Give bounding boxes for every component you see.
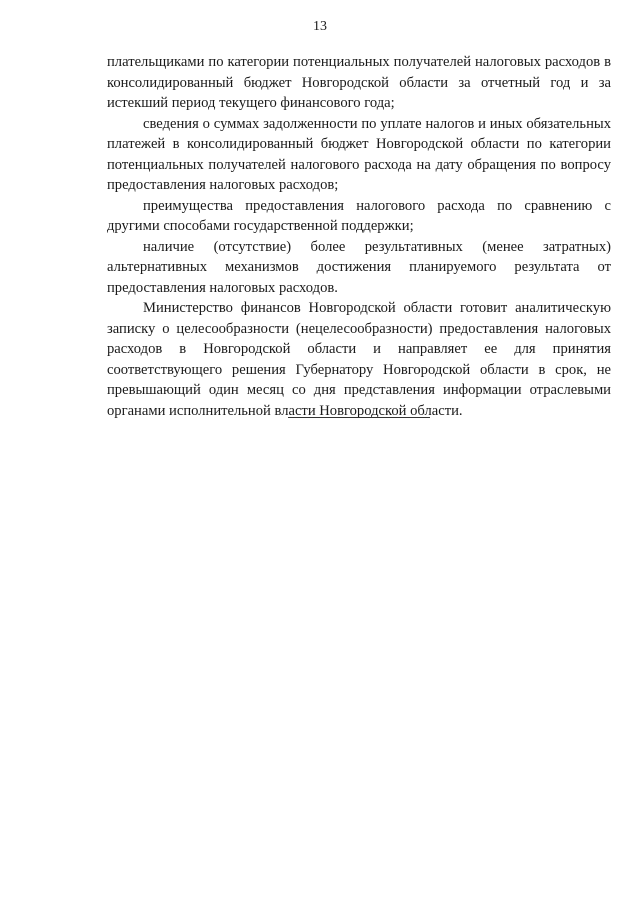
page-number: 13	[313, 19, 327, 34]
paragraph-advantages: преимущества предоставления налогового расхода по сравнению с другими способами государственной поддержки;	[107, 197, 611, 234]
end-of-document-rule	[288, 417, 430, 418]
paragraph-ministry-note: Министерство финансов Новгородской области готовит аналитическую записку о целесообразности (нецелесообразности) предоставления налоговых расходов в Новгородской области и направляет ее для принятия соответствующего решения Губернатору Новгородской области в срок, не превышающий один месяц со дня представления информации отраслевыми органами исполнительной власти Новгородской области.	[107, 300, 611, 419]
paragraph-alternatives: наличие (отсутствие) более результативных (менее затратных) альтернативных механизмов достижения планируемого результата от предоставления налоговых расходов.	[107, 238, 611, 296]
paragraph-debt-info: сведения о суммах задолженности по уплате налогов и иных обязательных платежей в консолидированный бюджет Новгородской области по категории потенциальных получателей налогового расхода на дату обращения по вопросу предоставления налоговых расходов;	[107, 115, 611, 193]
paragraph-continuation: плательщиками по категории потенциальных получателей налоговых расходов в консолидированный бюджет Новгородской области за отчетный год и за истекший период текущего финансового года;	[107, 54, 611, 111]
document-body	[107, 52, 611, 421]
